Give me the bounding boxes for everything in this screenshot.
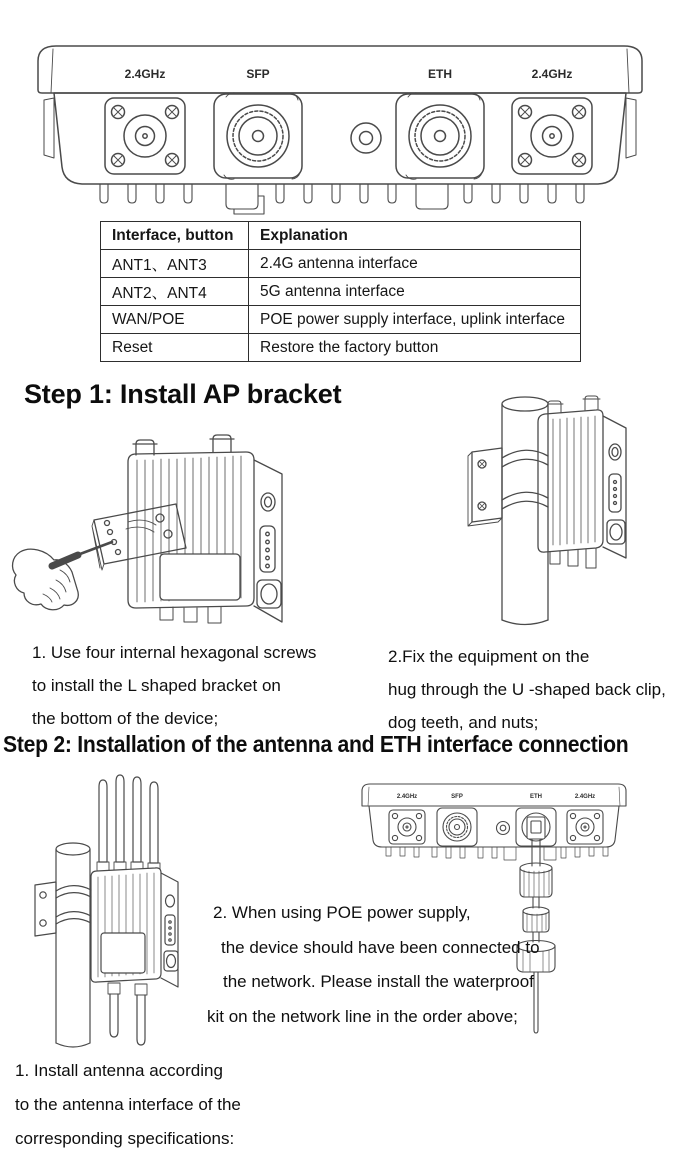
table-row	[101, 250, 581, 278]
instruction-line: dog teeth, and nuts;	[388, 713, 539, 732]
step1-instruction-1	[32, 636, 316, 735]
header-explanation: Explanation	[249, 222, 581, 250]
instruction-line: to install the L shaped bracket on	[32, 676, 281, 695]
cell-explanation: 5G antenna interface	[249, 278, 581, 306]
instruction-line: corresponding specifications:	[15, 1129, 235, 1148]
step1-instruction-2	[388, 640, 666, 739]
instruction-line: the device should have been connected to	[221, 937, 540, 957]
pole-mount-figure	[420, 388, 660, 633]
device-bottom-view-figure	[30, 36, 650, 218]
step2-heading: Step 2: Installation of the antenna and ETH interface connection	[3, 731, 629, 757]
instruction-line: kit on the network line in the order above;	[207, 1006, 518, 1026]
cell-interface: Reset	[101, 334, 249, 362]
table-row	[101, 334, 581, 362]
mini-port-label-24ghz-right: 2.4GHz	[574, 794, 596, 800]
instruction-line: hug through the U -shaped back clip,	[388, 680, 666, 699]
table-header-row	[101, 222, 581, 250]
cell-interface: ANT2、ANT4	[101, 278, 249, 306]
interface-table	[100, 221, 581, 362]
cell-explanation: Restore the factory button	[249, 334, 581, 362]
table-row	[101, 278, 581, 306]
port-label-24ghz-right: 2.4GHz	[531, 67, 573, 81]
header-interface-button: Interface, button	[101, 222, 249, 250]
instruction-line: 1. Install antenna according	[15, 1061, 223, 1080]
table-row	[101, 306, 581, 334]
port-label-sfp: SFP	[246, 67, 270, 81]
mini-port-label-sfp: SFP	[451, 794, 463, 800]
antenna-pole-figure	[25, 765, 210, 1060]
step2-instruction-antenna	[15, 1054, 241, 1156]
mini-port-label-24ghz-left: 2.4GHz	[396, 794, 418, 800]
step1-heading: Step 1: Install AP bracket	[24, 379, 342, 409]
port-label-eth: ETH	[428, 67, 452, 81]
step2-instruction-poe	[207, 896, 540, 1034]
instruction-line: 2.Fix the equipment on the	[388, 647, 590, 666]
mini-port-label-eth: ETH	[530, 794, 542, 800]
instruction-line: the bottom of the device;	[32, 709, 219, 728]
bracket-install-figure	[10, 430, 340, 630]
cell-explanation: POE power supply interface, uplink interface	[249, 306, 581, 334]
instruction-line: 2. When using POE power supply,	[213, 903, 471, 922]
instruction-line: to the antenna interface of the	[15, 1095, 241, 1114]
instruction-line: the network. Please install the waterproof	[223, 972, 534, 991]
cell-interface: ANT1、ANT3	[101, 250, 249, 278]
cell-interface: WAN/POE	[101, 306, 249, 334]
port-label-24ghz-left: 2.4GHz	[124, 67, 166, 81]
cell-explanation: 2.4G antenna interface	[249, 250, 581, 278]
instruction-line: 1. Use four internal hexagonal screws	[32, 643, 317, 662]
